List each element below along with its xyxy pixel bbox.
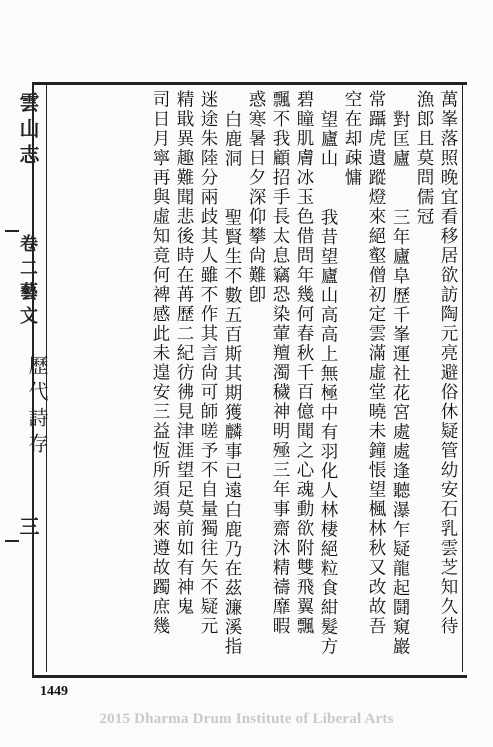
margin-title: 雲山志 <box>16 92 40 170</box>
text-column: 惑寒暑日夕深仰攀尙難卽 <box>246 90 266 305</box>
text-column: 聖賢生不數五百斯其期獲麟事已遠白鹿乃在茲濂溪指 <box>222 208 242 657</box>
text-column: 漁郎且莫問儒冠 <box>414 90 434 227</box>
poem-title: 對匡廬 <box>390 110 410 169</box>
text-column: 飄不我顧招手長太息竊恐染葷羶濁穢神明殛三年事齋沐精禱靡暇 <box>270 90 290 636</box>
page-number: 1449 <box>40 684 68 699</box>
text-column: 我昔望廬山高高上無極中有羽化人林棲絕粒食紺髮方 <box>318 208 338 657</box>
watermark: 2015 Dharma Drum Institute of Liberal Arts <box>99 711 394 727</box>
margin-subsection: 歷代詩存 <box>25 355 49 459</box>
right-border <box>462 82 463 672</box>
margin-page-mark: 三 <box>16 516 40 542</box>
gutter-rule <box>5 230 19 232</box>
text-column: 萬峯落照晚宜看移居欲訪陶元亮避俗休疑管幼安石乳雲芝知久待 <box>438 90 458 636</box>
text-column: 空在却疎慵 <box>342 90 362 188</box>
text-column: 常躡虎遺蹤燈來絕壑僧初定雲滿虛堂曉未鐘悵望楓林秋又改故吾 <box>366 90 386 636</box>
poem-title: 白鹿洞 <box>222 110 242 169</box>
text-column: 司日月寧再與虛知竟何裨感此未遑安三益恆所須竭來遵故躅庶幾 <box>150 90 170 636</box>
gutter-rule <box>5 540 19 542</box>
text-column: 三年廬阜歷千峯運社花宮處處逢聽瀑乍疑龍起鬪窺巖 <box>390 208 410 657</box>
text-column: 碧瞳肌膚冰玉色借問年幾何春秋千百億聞之心魂動欲附雙飛翼飄 <box>294 90 314 636</box>
text-column: 精戢異趣難聞悲後時在苒歷二紀彷彿見津涯望足莫前如有神鬼 <box>174 90 194 617</box>
poem-title: 望廬山 <box>318 110 338 169</box>
margin-volume: 卷二藝文 <box>17 234 38 330</box>
text-column: 迷途朱陸分兩歧其人雖不作其言尙可師嗟予不自量獨往矢不疑元 <box>198 90 218 636</box>
